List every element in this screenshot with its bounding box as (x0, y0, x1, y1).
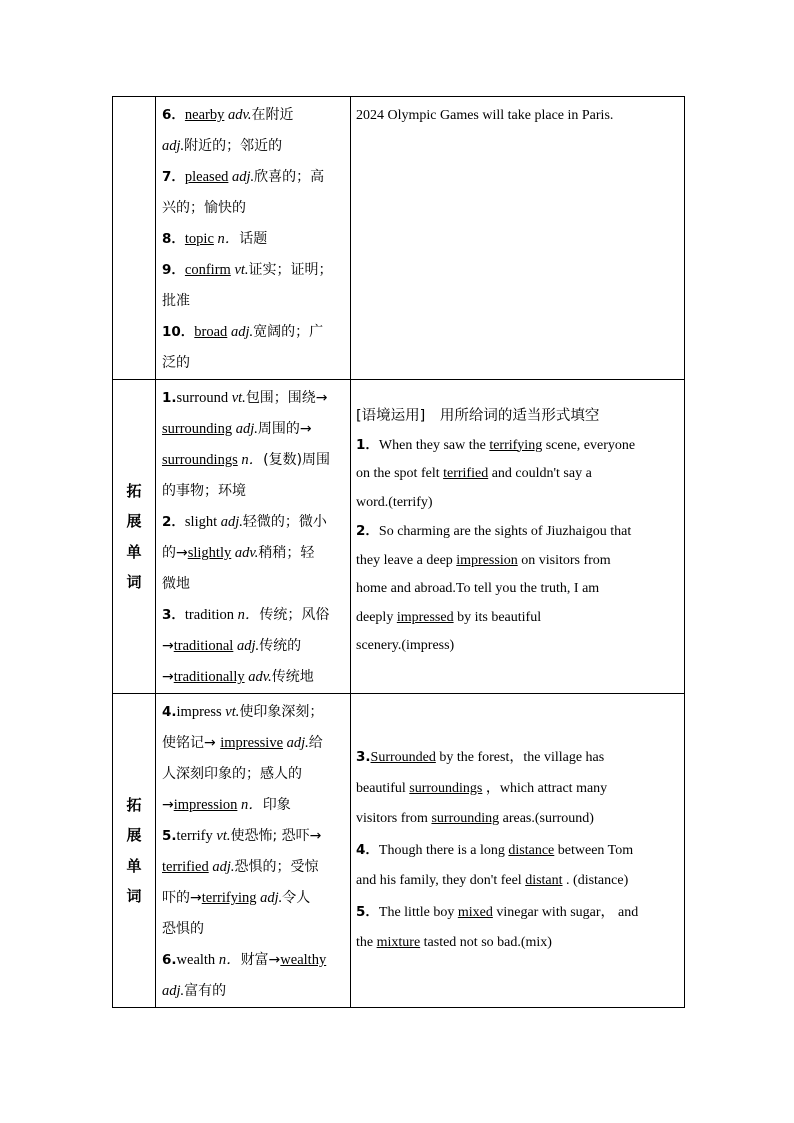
vocab-line: 1.surround vt.包围；围绕→ (162, 390, 328, 406)
exercise-line: the mixture tasted not so bad.(mix) (356, 935, 552, 950)
example-cell (351, 97, 685, 380)
vocab-line: 5.terrify vt.使恐怖; 恐吓→ (162, 828, 322, 844)
vocabulary-table (112, 96, 685, 1008)
exercise-line: scenery.(impress) (356, 638, 455, 653)
vocab-line: 微地 (162, 576, 190, 592)
vocab-line: 泛的 (162, 355, 190, 371)
vocab-cell (156, 97, 351, 380)
vocab-line: 9．confirm vt.证实；证明； (162, 262, 333, 278)
vocab-line: 使铭记→ impressive adj.给 (162, 735, 323, 751)
exercise-cell (351, 380, 685, 694)
exercise-line: 2．So charming are the sights of Jiuzhaigou that (356, 523, 632, 539)
vocab-line: 兴的；愉快的 (162, 200, 246, 216)
vocab-line: 的事物；环境 (162, 483, 246, 499)
exercise-line: home and abroad.To tell you the truth, I am (356, 581, 600, 596)
vocab-cell (156, 694, 351, 1008)
vocab-line: →traditional adj.传统的 (162, 638, 302, 654)
vocab-line: →traditionally adv.传统地 (162, 669, 314, 685)
table-row (113, 694, 685, 1008)
table-row (113, 97, 685, 380)
vocab-line: 8．topic n．话题 (162, 231, 268, 247)
vocab-line: adj.富有的 (162, 983, 227, 999)
section-label-cell (113, 694, 156, 1008)
vocab-line: 的→slightly adv.稍稍；轻 (162, 545, 315, 561)
section-cell-empty (113, 97, 156, 380)
vocab-line: terrified adj.恐惧的；受惊 (162, 859, 319, 875)
section-label: 拓 展 单 词 (126, 481, 142, 591)
example-sentence: 2024 Olympic Games will take place in Paris. (356, 108, 614, 123)
vocab-line: 4.impress vt.使印象深刻； (162, 704, 324, 720)
exercise-line: beautiful surroundings ，which attract many (356, 780, 608, 796)
vocab-line: →impression n．印象 (162, 797, 291, 813)
exercise-cell (351, 694, 685, 1008)
exercise-line: word.(terrify) (356, 494, 433, 510)
vocab-line: adj.附近的；邻近的 (162, 138, 283, 154)
exercise-line: visitors from surrounding areas.(surround) (356, 811, 594, 826)
vocab-line: 10．broad adj.宽阔的；广 (162, 324, 324, 340)
vocab-line: 人深刻印象的；感人的 (162, 766, 302, 782)
exercise-line: on the spot felt terrified and couldn't say a (356, 466, 592, 481)
vocab-line: 恐惧的 (162, 921, 204, 937)
exercise-line: 4．Though there is a long distance between Tom (356, 841, 634, 858)
vocab-cell (156, 380, 351, 694)
vocab-line: 吓的→terrifying adj.令人 (162, 890, 311, 906)
exercise-line: deeply impressed by its beautiful (356, 609, 542, 625)
vocab-line: surroundings n．(复数)周围 (162, 452, 331, 468)
section-label-cell (113, 380, 156, 694)
exercise-line: 1．When they saw the terrifying scene, everyone (356, 436, 636, 453)
exercise-header: [语境运用] 用所给词的适当形式填空 (356, 408, 600, 424)
exercise-line: they leave a deep impression on visitors from (356, 552, 611, 568)
vocab-line: surrounding adj.周围的→ (162, 421, 312, 437)
vocab-line: 7．pleased adj.欣喜的；高 (162, 169, 325, 185)
vocab-line: 6．nearby adv.在附近 (162, 107, 294, 123)
exercise-line: 5．The little boy mixed vinegar with sugar， and (356, 903, 639, 920)
vocab-line: 6.wealth n．财富→wealthy (162, 952, 327, 968)
vocab-line: 3．tradition n．传统；风俗 (162, 607, 330, 623)
table-row (113, 380, 685, 694)
vocab-line: 批准 (162, 293, 190, 309)
exercise-line: 3.Surrounded by the forest，the village has (356, 749, 605, 765)
vocab-line: 2．slight adj.轻微的；微小 (162, 514, 327, 530)
section-label: 拓 展 单 词 (126, 795, 142, 905)
exercise-line: and his family, they don't feel distant . (distance) (356, 873, 629, 888)
